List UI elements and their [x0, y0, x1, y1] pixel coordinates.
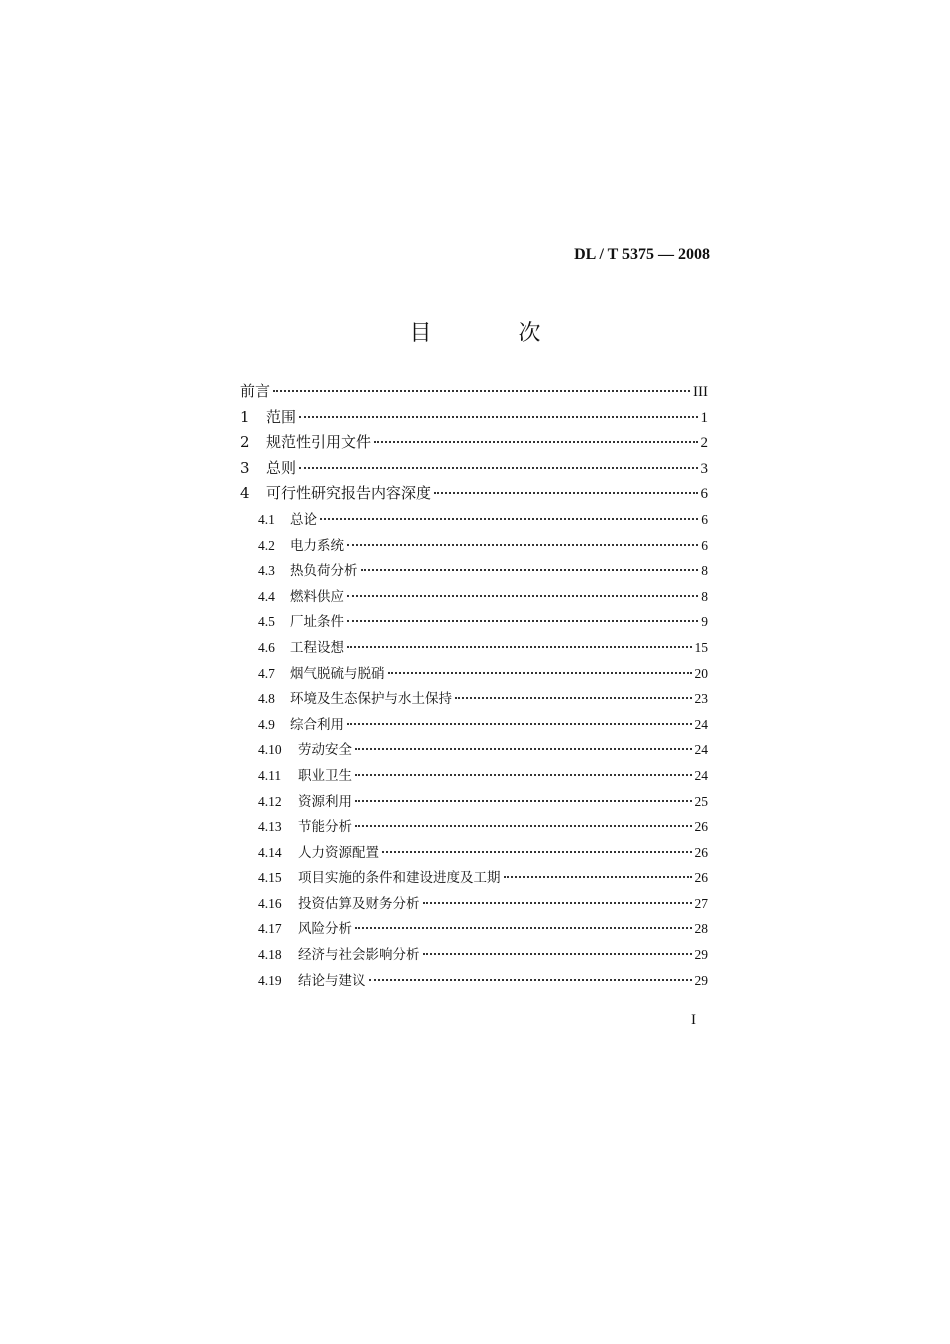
toc-entry-label: 热负荷分析 [290, 563, 358, 580]
toc-entry-number: 3 [240, 458, 250, 477]
toc-dot-leader [388, 672, 692, 674]
toc-entry-number: 4.4 [258, 588, 275, 604]
toc-entry-page: 9 [701, 614, 708, 630]
toc-entry-label: 劳动安全 [298, 742, 352, 759]
toc-entry-number: 4.12 [258, 793, 282, 809]
toc-dot-leader [455, 697, 692, 699]
toc-entry[interactable] [240, 943, 708, 969]
toc-dot-leader [355, 927, 692, 929]
toc-dot-leader [423, 953, 692, 955]
toc-dot-leader [382, 851, 692, 853]
toc-entry-page: 28 [694, 921, 708, 937]
toc-entry-page: 20 [694, 665, 708, 681]
toc-entry-number: 2 [240, 433, 250, 452]
toc-entry-label: 人力资源配置 [298, 844, 379, 861]
toc-entry-label: 项目实施的条件和建设进度及工期 [298, 870, 501, 887]
toc-entry-page: 27 [694, 895, 708, 911]
toc-entry-number: 4.9 [258, 716, 275, 732]
toc-entry-number: 4.8 [258, 691, 275, 707]
toc-entry-label: 范围 [266, 407, 297, 426]
toc-entry[interactable] [240, 917, 708, 943]
toc-entry-page: 24 [694, 767, 708, 783]
toc-entry-number: 4.18 [258, 947, 282, 963]
toc-entry-number: 4.15 [258, 870, 282, 886]
toc-dot-leader [299, 416, 697, 418]
toc-entry[interactable] [240, 380, 708, 406]
toc-entry-page: 15 [694, 639, 708, 655]
toc-entry-page: 6 [701, 537, 708, 553]
toc-entry[interactable] [240, 431, 708, 457]
toc-entry[interactable] [240, 790, 708, 816]
toc-entry-label: 经济与社会影响分析 [298, 947, 420, 964]
toc-entry-number: 4.14 [258, 844, 282, 860]
toc-entry-page: III [693, 384, 708, 400]
toc-title: 目 次 [409, 321, 581, 346]
toc-entry-label: 投资估算及财务分析 [298, 895, 420, 912]
toc-entry-number: 4.13 [258, 819, 282, 835]
toc-entry-label: 综合利用 [290, 716, 344, 733]
toc-entry-number: 4.6 [258, 639, 275, 655]
toc-entry-number: 4.17 [258, 921, 282, 937]
toc-entry-page: 24 [694, 716, 708, 732]
toc-entry[interactable] [240, 815, 708, 841]
toc-entry-page: 23 [694, 691, 708, 707]
toc-entry-page: 24 [694, 742, 708, 758]
toc-dot-leader [347, 646, 692, 648]
toc-entry[interactable] [240, 892, 708, 918]
toc-entry-label: 职业卫生 [298, 767, 352, 784]
toc-entry-number: 4.19 [258, 972, 282, 988]
toc-entry-label: 电力系统 [290, 537, 344, 554]
toc-entry-page: 25 [694, 793, 708, 809]
toc-dot-leader [347, 620, 698, 622]
toc-entry[interactable] [240, 610, 708, 636]
toc-entry[interactable] [240, 559, 708, 585]
toc-entry-label: 前言 [240, 382, 271, 400]
toc-entry[interactable] [240, 406, 708, 432]
toc-dot-leader [355, 774, 692, 776]
toc-dot-leader [504, 876, 692, 878]
toc-entry-label: 资源利用 [298, 793, 352, 810]
toc-entry[interactable] [240, 534, 708, 560]
toc-entry-label: 结论与建议 [298, 972, 366, 989]
toc-entry-page: 2 [700, 435, 708, 452]
toc-entry-page: 8 [701, 563, 708, 579]
toc-entry-number: 1 [240, 407, 250, 426]
toc-dot-leader [355, 800, 692, 802]
toc-entry-page: 8 [701, 588, 708, 604]
toc-entry-label: 风险分析 [298, 921, 352, 938]
toc-entry[interactable] [240, 764, 708, 790]
toc-entry[interactable] [240, 687, 708, 713]
toc-entry-number: 4.5 [258, 614, 275, 630]
toc-dot-leader [423, 902, 692, 904]
toc-entry[interactable] [240, 636, 708, 662]
toc-entry-page: 29 [694, 972, 708, 988]
toc-dot-leader [299, 467, 697, 469]
toc-entry-label: 节能分析 [298, 819, 352, 836]
toc-dot-leader [361, 569, 699, 571]
toc-dot-leader [273, 390, 690, 392]
page-number: I [691, 1012, 696, 1028]
toc-entry-page: 6 [700, 486, 708, 503]
toc-dot-leader [347, 595, 698, 597]
toc-entry-number: 4.3 [258, 563, 275, 579]
toc-entry[interactable] [240, 662, 708, 688]
toc-dot-leader [355, 748, 692, 750]
toc-entry-number: 4 [240, 484, 250, 503]
toc-dot-leader [434, 492, 697, 494]
toc-entry-label: 规范性引用文件 [266, 433, 372, 452]
toc-entry[interactable] [240, 841, 708, 867]
toc-entry-page: 6 [701, 511, 708, 527]
toc-entry-label: 燃料供应 [290, 588, 344, 605]
toc-entry-label: 总则 [266, 458, 297, 477]
toc-dot-leader [369, 979, 692, 981]
toc-entry-number: 4.16 [258, 895, 282, 911]
toc-entry[interactable] [240, 713, 708, 739]
toc-entry-page: 26 [694, 870, 708, 886]
toc-entry-page: 1 [700, 409, 708, 426]
toc-entry[interactable] [240, 457, 708, 483]
toc-entry-page: 29 [694, 947, 708, 963]
toc-entry[interactable] [240, 738, 708, 764]
toc-entry[interactable] [240, 508, 708, 534]
toc-entry-label: 烟气脱硫与脱硝 [290, 665, 385, 682]
toc-entry[interactable] [240, 585, 708, 611]
toc-entry-page: 3 [700, 460, 708, 477]
toc-entry-label: 工程设想 [290, 639, 344, 656]
toc-entry-number: 4.11 [258, 767, 282, 783]
table-of-contents [240, 380, 708, 994]
toc-dot-leader [347, 544, 698, 546]
toc-entry[interactable] [240, 482, 708, 508]
toc-entry-number: 4.2 [258, 537, 275, 553]
toc-entry-number: 4.1 [258, 511, 275, 527]
toc-entry-page: 26 [694, 844, 708, 860]
toc-entry-page: 26 [694, 819, 708, 835]
toc-dot-leader [320, 518, 698, 520]
toc-entry[interactable] [240, 866, 708, 892]
toc-entry-number: 4.7 [258, 665, 275, 681]
standard-code: DL / T 5375 — 2008 [574, 246, 710, 263]
toc-dot-leader [374, 441, 697, 443]
toc-entry-label: 可行性研究报告内容深度 [266, 484, 432, 503]
toc-dot-leader [355, 825, 692, 827]
toc-entry-label: 总论 [290, 511, 317, 528]
toc-dot-leader [347, 723, 692, 725]
toc-entry-number: 4.10 [258, 742, 282, 758]
toc-entry-label: 厂址条件 [290, 614, 344, 631]
toc-entry-label: 环境及生态保护与水土保持 [290, 691, 452, 708]
toc-entry[interactable] [240, 969, 708, 995]
